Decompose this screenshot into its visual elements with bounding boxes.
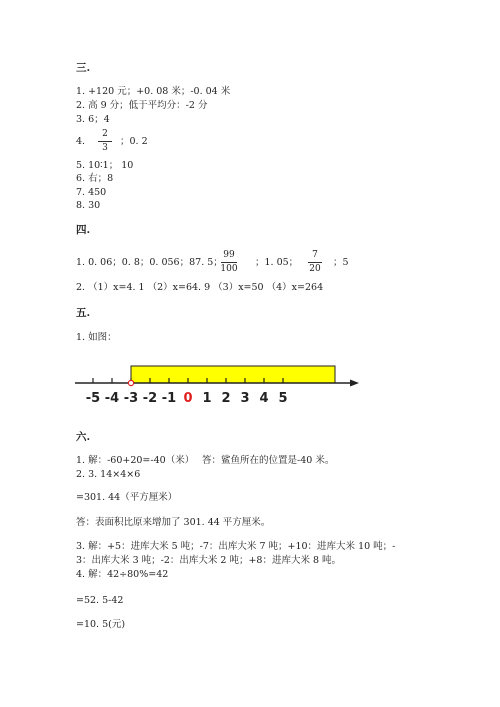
number-line-tick-label: 0 bbox=[183, 391, 193, 406]
number-line-tick-label: 1 bbox=[202, 391, 212, 406]
number-line-tick-label: -2 bbox=[142, 391, 158, 406]
number-line-tick-label: 3 bbox=[240, 391, 250, 406]
number-line-tick-label: -1 bbox=[161, 391, 177, 406]
s3-answer-5: 5. 10∶1； 10 bbox=[76, 160, 134, 171]
s4-fraction2-denominator: 20 bbox=[309, 264, 321, 274]
s6-answer-4-step: =52. 5-42 bbox=[76, 595, 124, 606]
s6-answer-1a: 1. 解：-60+20=-40（米） bbox=[76, 455, 195, 466]
s3-fraction-bar bbox=[98, 141, 112, 142]
s4-fraction1-bar bbox=[221, 262, 237, 263]
s4-answer-1c: ；5 bbox=[333, 257, 349, 268]
number-line-tick-label: 5 bbox=[278, 391, 288, 406]
s3-answer-6: 6. 右；8 bbox=[76, 173, 114, 184]
section-4-heading: 四. bbox=[76, 224, 91, 236]
s3-answer-4-suffix: ；0. 2 bbox=[120, 136, 148, 147]
s4-fraction2-bar bbox=[308, 262, 322, 263]
s6-answer-1b: 答：鲨鱼所在的位置是-40 米。 bbox=[202, 455, 335, 466]
s4-fraction2-numerator: 7 bbox=[312, 250, 318, 260]
number-line-tick-label: 4 bbox=[259, 391, 269, 406]
number-line-highlight bbox=[131, 366, 335, 383]
s6-answer-4: 4. 解：42÷80%=42 bbox=[76, 569, 169, 580]
number-line-arrow-icon bbox=[350, 380, 359, 387]
s3-answer-4-prefix: 4. bbox=[76, 136, 86, 147]
s6-answer-4-result: =10. 5(元) bbox=[76, 619, 126, 630]
number-line-tick-label: -4 bbox=[104, 391, 120, 406]
section-6-heading: 六. bbox=[76, 431, 91, 443]
s6-answer-2: 2. 3. 14×4×6 bbox=[76, 469, 141, 480]
s5-answer-1: 1. 如图： bbox=[76, 332, 117, 343]
s3-answer-3: 3. 6；4 bbox=[76, 114, 110, 125]
s3-answer-1: 1. +120 元；+0. 08 米；-0. 04 米 bbox=[76, 86, 231, 97]
s3-fraction-numerator: 2 bbox=[102, 129, 108, 139]
s6-answer-3-line1: 3. 解：+5：进库大米 5 吨；-7：出库大米 7 吨；+10：进库大米 10 吨；- bbox=[76, 541, 396, 552]
number-line-tick-label: -5 bbox=[85, 391, 101, 406]
s3-answer-8: 8. 30 bbox=[76, 200, 101, 211]
s4-answer-2: 2. （1）x=4. 1 （2）x=64. 9 （3）x=50 （4）x=264 bbox=[76, 282, 324, 293]
s4-answer-1b: ；1. 05； bbox=[255, 257, 299, 268]
s3-fraction-denominator: 3 bbox=[102, 143, 108, 153]
s4-answer-1a: 1. 0. 06；0. 8；0. 056；87. 5； bbox=[76, 257, 223, 268]
section-3-heading: 三. bbox=[76, 62, 91, 74]
s3-answer-2: 2. 高 9 分；低于平均分：-2 分 bbox=[76, 100, 208, 111]
number-line-tick-label: -3 bbox=[123, 391, 139, 406]
s3-answer-7: 7. 450 bbox=[76, 187, 107, 198]
number-line-tick-label: 2 bbox=[221, 391, 231, 406]
section-5-heading: 五. bbox=[76, 307, 91, 319]
s6-answer-2-conclusion: 答：表面积比原来增加了 301. 44 平方厘米。 bbox=[76, 517, 271, 528]
s6-answer-3-line2: 3：出库大米 3 吨；-2：出库大米 2 吨；+8：进库大米 8 吨。 bbox=[76, 555, 342, 566]
s4-fraction1-denominator: 100 bbox=[220, 264, 238, 274]
s4-fraction1-numerator: 99 bbox=[223, 250, 235, 260]
number-line-open-point bbox=[128, 380, 133, 385]
s6-answer-2-result: =301. 44（平方厘米） bbox=[76, 492, 178, 503]
number-line-figure bbox=[70, 360, 370, 410]
